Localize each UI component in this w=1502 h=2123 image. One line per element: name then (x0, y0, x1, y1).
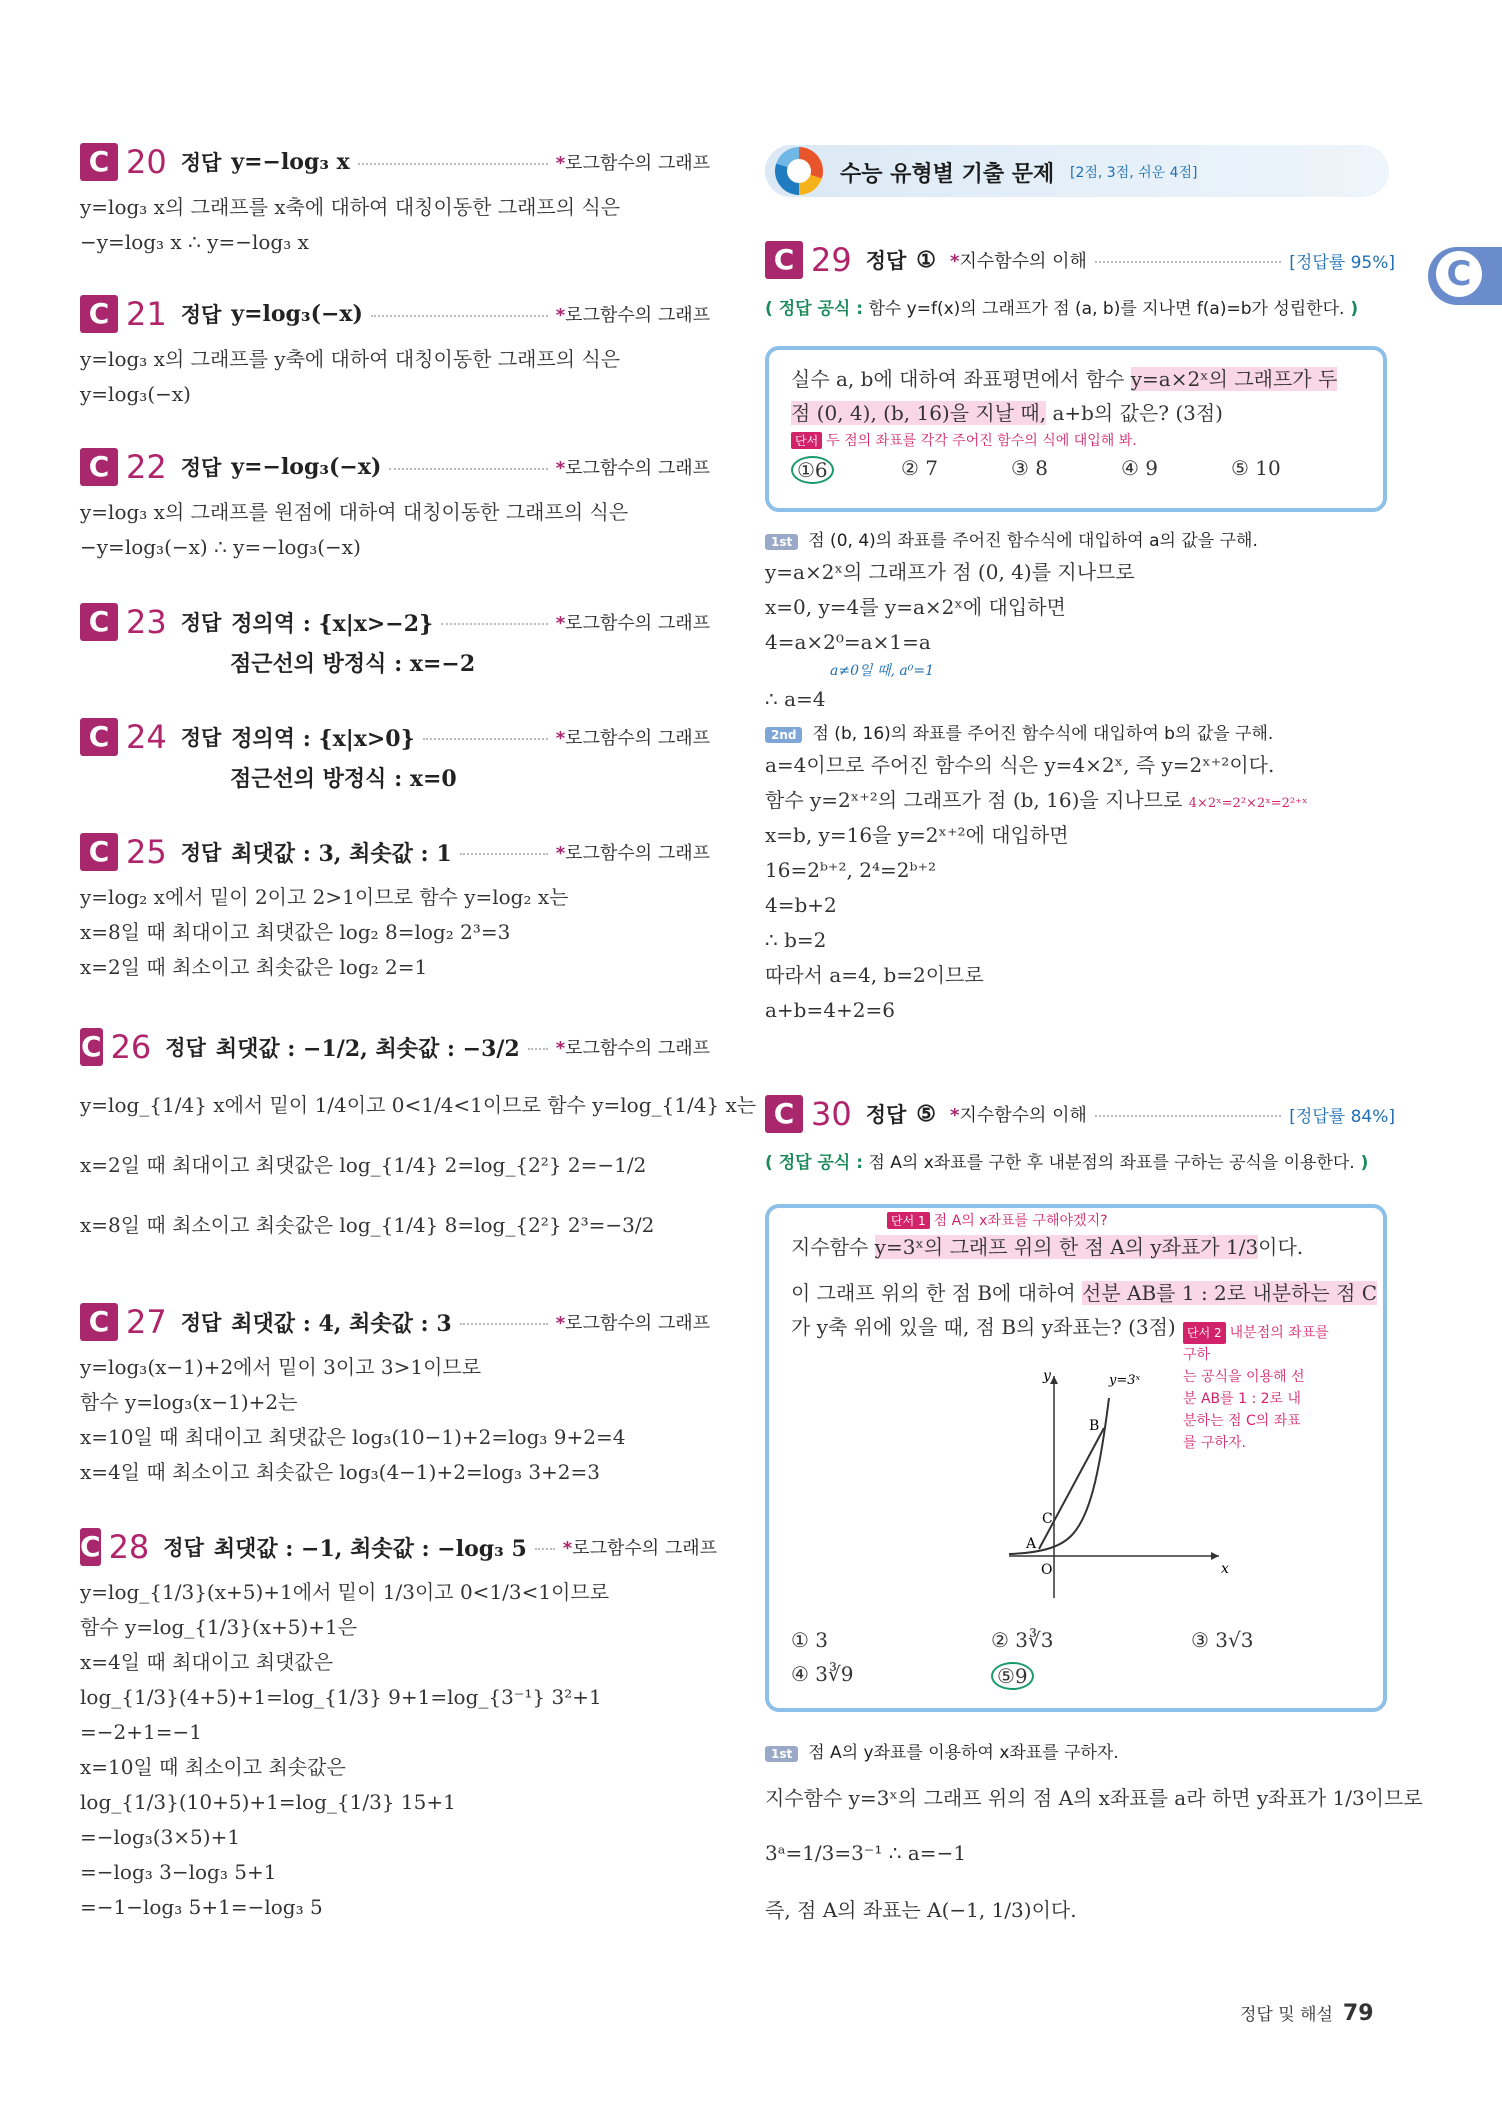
answer-label: 정답 (180, 151, 222, 175)
solution-line: −y=log₃(−x) ∴ y=−log₃(−x) (80, 535, 361, 559)
star-icon: * (555, 1038, 566, 1059)
choices (791, 456, 1361, 484)
solution-line: =−log₃(3×5)+1 (80, 1825, 241, 1849)
answer-value: 최댓값 : 4, 최솟값 : 3 (231, 1310, 452, 1337)
page-number: 79 (1342, 2001, 1374, 2026)
problem-22 (80, 445, 710, 565)
solution-line: y=log₂ x에서 밑이 2이고 2>1이므로 함수 y=log₂ x는 (80, 885, 569, 909)
section-tab (1428, 247, 1502, 305)
solution-line: 함수 y=log_{1/3}(x+5)+1은 (80, 1615, 358, 1639)
solution-line: log_{1/3}(4+5)+1=log_{1/3} 9+1=log_{3⁻¹} 3²+1 (80, 1685, 602, 1709)
question-box (765, 1204, 1387, 1712)
asymptote-line: 점근선의 방정식 : x=0 (230, 766, 457, 792)
answer-value: 정의역 : {x|x>0} (231, 725, 415, 752)
solution-line: ∴ b=2 (765, 928, 827, 952)
question-line-1: 실수 a, b에 대하여 좌표평면에서 함수 y=a×2ˣ의 그래프가 두 (791, 367, 1338, 391)
dotted-leader (460, 1323, 548, 1325)
hint: 단서 두 점의 좌표를 각각 주어진 함수의 식에 대입해 봐. (791, 430, 1361, 450)
c-badge: C (80, 295, 118, 333)
solution-29 (765, 526, 1307, 1028)
solution-line: y=log₃ x의 그래프를 y축에 대하여 대칭이동한 그래프의 식은 (80, 347, 621, 371)
choice-1: ① 3 (791, 1628, 829, 1652)
solution-line: x=8일 때 최대이고 최댓값은 log₂ 8=log₂ 2³=3 (80, 920, 511, 944)
problem-number: 21 (126, 295, 167, 333)
question-line-1: 지수함수 y=3ˣ의 그래프 위의 한 점 A의 y좌표가 1/3이다. (791, 1235, 1304, 1259)
solution-line: 지수함수 y=3ˣ의 그래프 위의 점 A의 x좌표를 a라 하면 y좌표가 1/3이므로 (765, 1786, 1423, 1810)
step-1: 1st 점 A의 y좌표를 이용하여 x좌표를 구하자. (765, 1738, 1423, 1763)
problem-28 (80, 1525, 718, 1925)
answer-formula: ( 정답 공식 : 함수 y=f(x)의 그래프가 점 (a, b)를 지나면 f(a)=b가 성립한다. ) (765, 299, 1359, 319)
solution-line: x=b, y=16을 y=2ˣ⁺²에 대입하면 (765, 823, 1069, 847)
answer-value: 최댓값 : −1/2, 최솟값 : −3/2 (215, 1035, 520, 1062)
dotted-leader (528, 1048, 548, 1050)
solution-line: 따라서 a=4, b=2이므로 (765, 963, 984, 987)
solution-line: y=log_{1/3}(x+5)+1에서 밑이 1/3이고 0<1/3<1이므로 (80, 1580, 610, 1604)
dotted-leader (535, 1548, 555, 1550)
choice-2: ② 3∛3 (991, 1628, 1054, 1652)
solution-line: 함수 y=log₃(x−1)+2는 (80, 1390, 298, 1414)
problem-25 (80, 830, 710, 985)
y-axis-label: y (1043, 1368, 1051, 1384)
star-icon: * (555, 458, 566, 479)
solution-line: x=4일 때 최대이고 최댓값은 (80, 1650, 334, 1674)
star-icon: * (555, 305, 566, 326)
banner-title: 수능 유형별 기출 문제 (840, 162, 1055, 187)
answer-label: 정답 (865, 249, 907, 273)
solution-line: x=2일 때 최대이고 최댓값은 log_{1/4} 2=log_{2²} 2=−1/2 (80, 1153, 647, 1177)
answer-value: 최댓값 : 3, 최솟값 : 1 (231, 840, 452, 867)
solution-line: x=0, y=4를 y=a×2ˣ에 대입하면 (765, 595, 1066, 619)
question-line-3: 가 y축 위에 있을 때, 점 B의 y좌표는? (3점) (791, 1315, 1176, 1339)
asymptote-line: 점근선의 방정식 : x=−2 (230, 651, 476, 677)
problem-number: 27 (126, 1303, 167, 1341)
footer-text: 정답 및 해설 (1240, 2005, 1333, 2025)
answer-label: 정답 (180, 456, 222, 480)
c-badge: C (765, 1095, 803, 1133)
answer-label: 정답 (163, 1536, 204, 1560)
problem-24 (80, 715, 710, 799)
dotted-leader (358, 163, 548, 165)
answer-formula: ( 정답 공식 : 점 A의 x좌표를 구한 후 내분점의 좌표를 구하는 공식을 이용한다. ) (765, 1153, 1369, 1173)
star-icon: * (555, 153, 566, 174)
dotted-leader (460, 853, 548, 855)
choice-5: ⑤9 (991, 1662, 1034, 1690)
answer-value: y=log₃(−x) (231, 301, 363, 327)
problem-number: 26 (110, 1028, 152, 1066)
solution-line: y=log₃ x의 그래프를 x축에 대하여 대칭이동한 그래프의 식은 (80, 195, 621, 219)
choice-2: ② 7 (901, 456, 939, 480)
question-line-2: 이 그래프 위의 한 점 B에 대하여 선분 AB를 1 : 2로 내분하는 점 C (791, 1281, 1378, 1305)
problem-number: 20 (126, 143, 167, 181)
answer-label: 정답 (180, 841, 222, 865)
banner-logo-icon (775, 147, 823, 195)
problem-30 (765, 1092, 1423, 1922)
hint-1: 단서 1 점 A의 x좌표를 구해야겠지? (791, 1210, 1361, 1230)
choice-3: ③ 3√3 (1191, 1628, 1254, 1652)
page-footer (1240, 2000, 1374, 2026)
exponential-graph (999, 1368, 1229, 1603)
c-badge: C (765, 241, 803, 279)
solution-line: y=log₃(−x) (80, 382, 191, 406)
c-badge: C (80, 143, 118, 181)
solution-line: x=10일 때 최대이고 최댓값은 log₃(10−1)+2=log₃ 9+2=4 (80, 1425, 626, 1449)
star-icon: * (555, 728, 566, 749)
problem-number: 28 (108, 1528, 150, 1566)
dotted-leader (423, 738, 548, 740)
topic-label: 로그함수의 그래프 (565, 728, 710, 749)
topic-label: 로그함수의 그래프 (565, 305, 710, 326)
problem-26 (80, 1025, 757, 1255)
topic-label: 지수함수의 이해 (959, 251, 1087, 272)
solution-line: 4=b+2 (765, 893, 837, 917)
point-a-label: A (1026, 1536, 1037, 1552)
problem-27 (80, 1300, 710, 1490)
topic-label: 로그함수의 그래프 (565, 458, 710, 479)
solution-line: log_{1/3}(10+5)+1=log_{1/3} 15+1 (80, 1790, 456, 1814)
problem-23 (80, 600, 710, 684)
star-icon: * (555, 613, 566, 634)
point-b-label: B (1089, 1418, 1100, 1434)
step-1: 1st 점 (0, 4)의 좌표를 주어진 함수식에 대입하여 a의 값을 구해. (765, 526, 1307, 551)
origin-label: O (1041, 1562, 1053, 1578)
star-icon: * (950, 251, 960, 272)
solution-30 (765, 1738, 1423, 1928)
problem-number: 23 (126, 603, 167, 641)
answer-label: 정답 (180, 726, 222, 750)
section-tab-letter: C (1436, 251, 1482, 297)
choice-5: ⑤ 10 (1231, 456, 1281, 480)
c-badge: C (80, 1528, 101, 1566)
problem-29 (765, 238, 1395, 1022)
topic-label: 로그함수의 그래프 (565, 153, 710, 174)
topic-label: 로그함수의 그래프 (565, 1038, 710, 1059)
answer-value: 최댓값 : −1, 최솟값 : −log₃ 5 (213, 1535, 527, 1562)
question-box (765, 346, 1387, 512)
solution-line: x=8일 때 최소이고 최솟값은 log_{1/4} 8=log_{2²} 2³=−3/2 (80, 1213, 655, 1237)
solution-line: x=2일 때 최소이고 최솟값은 log₂ 2=1 (80, 955, 428, 979)
banner-subtitle: [2점, 3점, 쉬운 4점] (1070, 165, 1198, 181)
answer-label: 정답 (165, 1036, 206, 1060)
solution-line: =−2+1=−1 (80, 1720, 202, 1744)
answer-value: ① (916, 247, 937, 273)
solution-line: y=log₃ x의 그래프를 원점에 대하여 대칭이동한 그래프의 식은 (80, 500, 629, 524)
solution-line: =−1−log₃ 5+1=−log₃ 5 (80, 1895, 323, 1919)
topic-label: 로그함수의 그래프 (572, 1538, 718, 1559)
answer-value: y=−log₃(−x) (231, 454, 382, 480)
problem-number: 24 (126, 718, 167, 756)
star-icon: * (950, 1105, 960, 1126)
solution-line: x=4일 때 최소이고 최솟값은 log₃(4−1)+2=log₃ 3+2=3 (80, 1460, 601, 1484)
curve-label: y=3ˣ (1109, 1373, 1141, 1388)
c-badge: C (80, 1303, 118, 1341)
dotted-leader (389, 468, 547, 470)
choice-4: ④ 9 (1121, 456, 1159, 480)
choice-3: ③ 8 (1011, 456, 1049, 480)
star-icon: * (555, 1313, 566, 1334)
solution-line: 4=a×2⁰=a×1=a (765, 630, 931, 654)
c-badge: C (80, 448, 118, 486)
answer-value: ⑤ (916, 1101, 937, 1127)
choice-1: ①6 (791, 456, 834, 484)
problem-number: 25 (126, 833, 167, 871)
dotted-leader (371, 315, 548, 317)
exam-banner (765, 145, 1389, 197)
dotted-leader (1095, 261, 1281, 263)
problem-21 (80, 292, 710, 412)
solution-line: 16=2ᵇ⁺², 2⁴=2ᵇ⁺² (765, 858, 937, 882)
topic-label: 로그함수의 그래프 (565, 613, 710, 634)
answer-label: 정답 (180, 303, 222, 327)
c-badge: C (80, 1028, 103, 1066)
star-icon: * (555, 843, 566, 864)
solution-line: y=log_{1/4} x에서 밑이 1/4이고 0<1/4<1이므로 함수 y=log_{1/4} x는 (80, 1093, 757, 1117)
c-badge: C (80, 833, 118, 871)
answer-label: 정답 (180, 611, 222, 635)
problem-number: 30 (811, 1095, 852, 1133)
problem-number: 29 (811, 241, 852, 279)
solution-note: a≠0일 때, a⁰=1 (830, 663, 934, 679)
correct-rate: [정답률 95%] (1289, 252, 1395, 273)
solution-line: x=10일 때 최소이고 최솟값은 (80, 1755, 346, 1779)
solution-line: 3ᵃ=1/3=3⁻¹ ∴ a=−1 (765, 1841, 967, 1865)
answer-value: 정의역 : {x|x>−2} (231, 610, 434, 637)
solution-line: y=log₃(x−1)+2에서 밑이 3이고 3>1이므로 (80, 1355, 482, 1379)
problem-number: 22 (126, 448, 167, 486)
solution-line: a=4이므로 주어진 함수의 식은 y=4×2ˣ, 즉 y=2ˣ⁺²이다. (765, 753, 1275, 777)
topic-label: 로그함수의 그래프 (565, 1313, 710, 1334)
solution-line: y=a×2ˣ의 그래프가 점 (0, 4)를 지나므로 (765, 560, 1135, 584)
c-badge: C (80, 603, 118, 641)
solution-line: ∴ a=4 (765, 687, 826, 711)
hint-2: 단서 2 내분점의 좌표를 구하 는 공식을 이용해 선 분 AB를 1 : 2로 내 분하는 점 C의 좌표 를 구하자. (1183, 1322, 1333, 1454)
dotted-leader (441, 623, 548, 625)
choice-4: ④ 3∛9 (791, 1662, 854, 1686)
answer-label: 정답 (180, 1311, 222, 1335)
solution-line: a+b=4+2=6 (765, 998, 895, 1022)
problem-20 (80, 140, 710, 260)
star-icon: * (562, 1538, 573, 1559)
step-2: 2nd 점 (b, 16)의 좌표를 주어진 함수식에 대입하여 b의 값을 구해. (765, 719, 1307, 744)
question-line-2: 점 (0, 4), (b, 16)을 지날 때, a+b의 값은? (3점) (791, 401, 1223, 425)
c-badge: C (80, 718, 118, 756)
correct-rate: [정답률 84%] (1289, 1106, 1395, 1127)
choices (791, 1628, 1361, 1696)
topic-label: 지수함수의 이해 (959, 1105, 1087, 1126)
solution-line: 함수 y=2ˣ⁺²의 그래프가 점 (b, 16)을 지나므로 4×2ˣ=2²×2ˣ=2²⁺ˣ (765, 788, 1308, 812)
answer-label: 정답 (865, 1103, 907, 1127)
answer-value: y=−log₃ x (231, 149, 350, 175)
dotted-leader (1095, 1115, 1281, 1117)
solution-line: =−log₃ 3−log₃ 5+1 (80, 1860, 277, 1884)
x-axis-label: x (1221, 1561, 1229, 1577)
point-c-label: C (1042, 1511, 1053, 1527)
topic-label: 로그함수의 그래프 (565, 843, 710, 864)
solution-line: −y=log₃ x ∴ y=−log₃ x (80, 230, 309, 254)
solution-note: 4×2ˣ=2²×2ˣ=2²⁺ˣ (1188, 796, 1308, 811)
solution-line: 즉, 점 A의 좌표는 A(−1, 1/3)이다. (765, 1898, 1077, 1922)
